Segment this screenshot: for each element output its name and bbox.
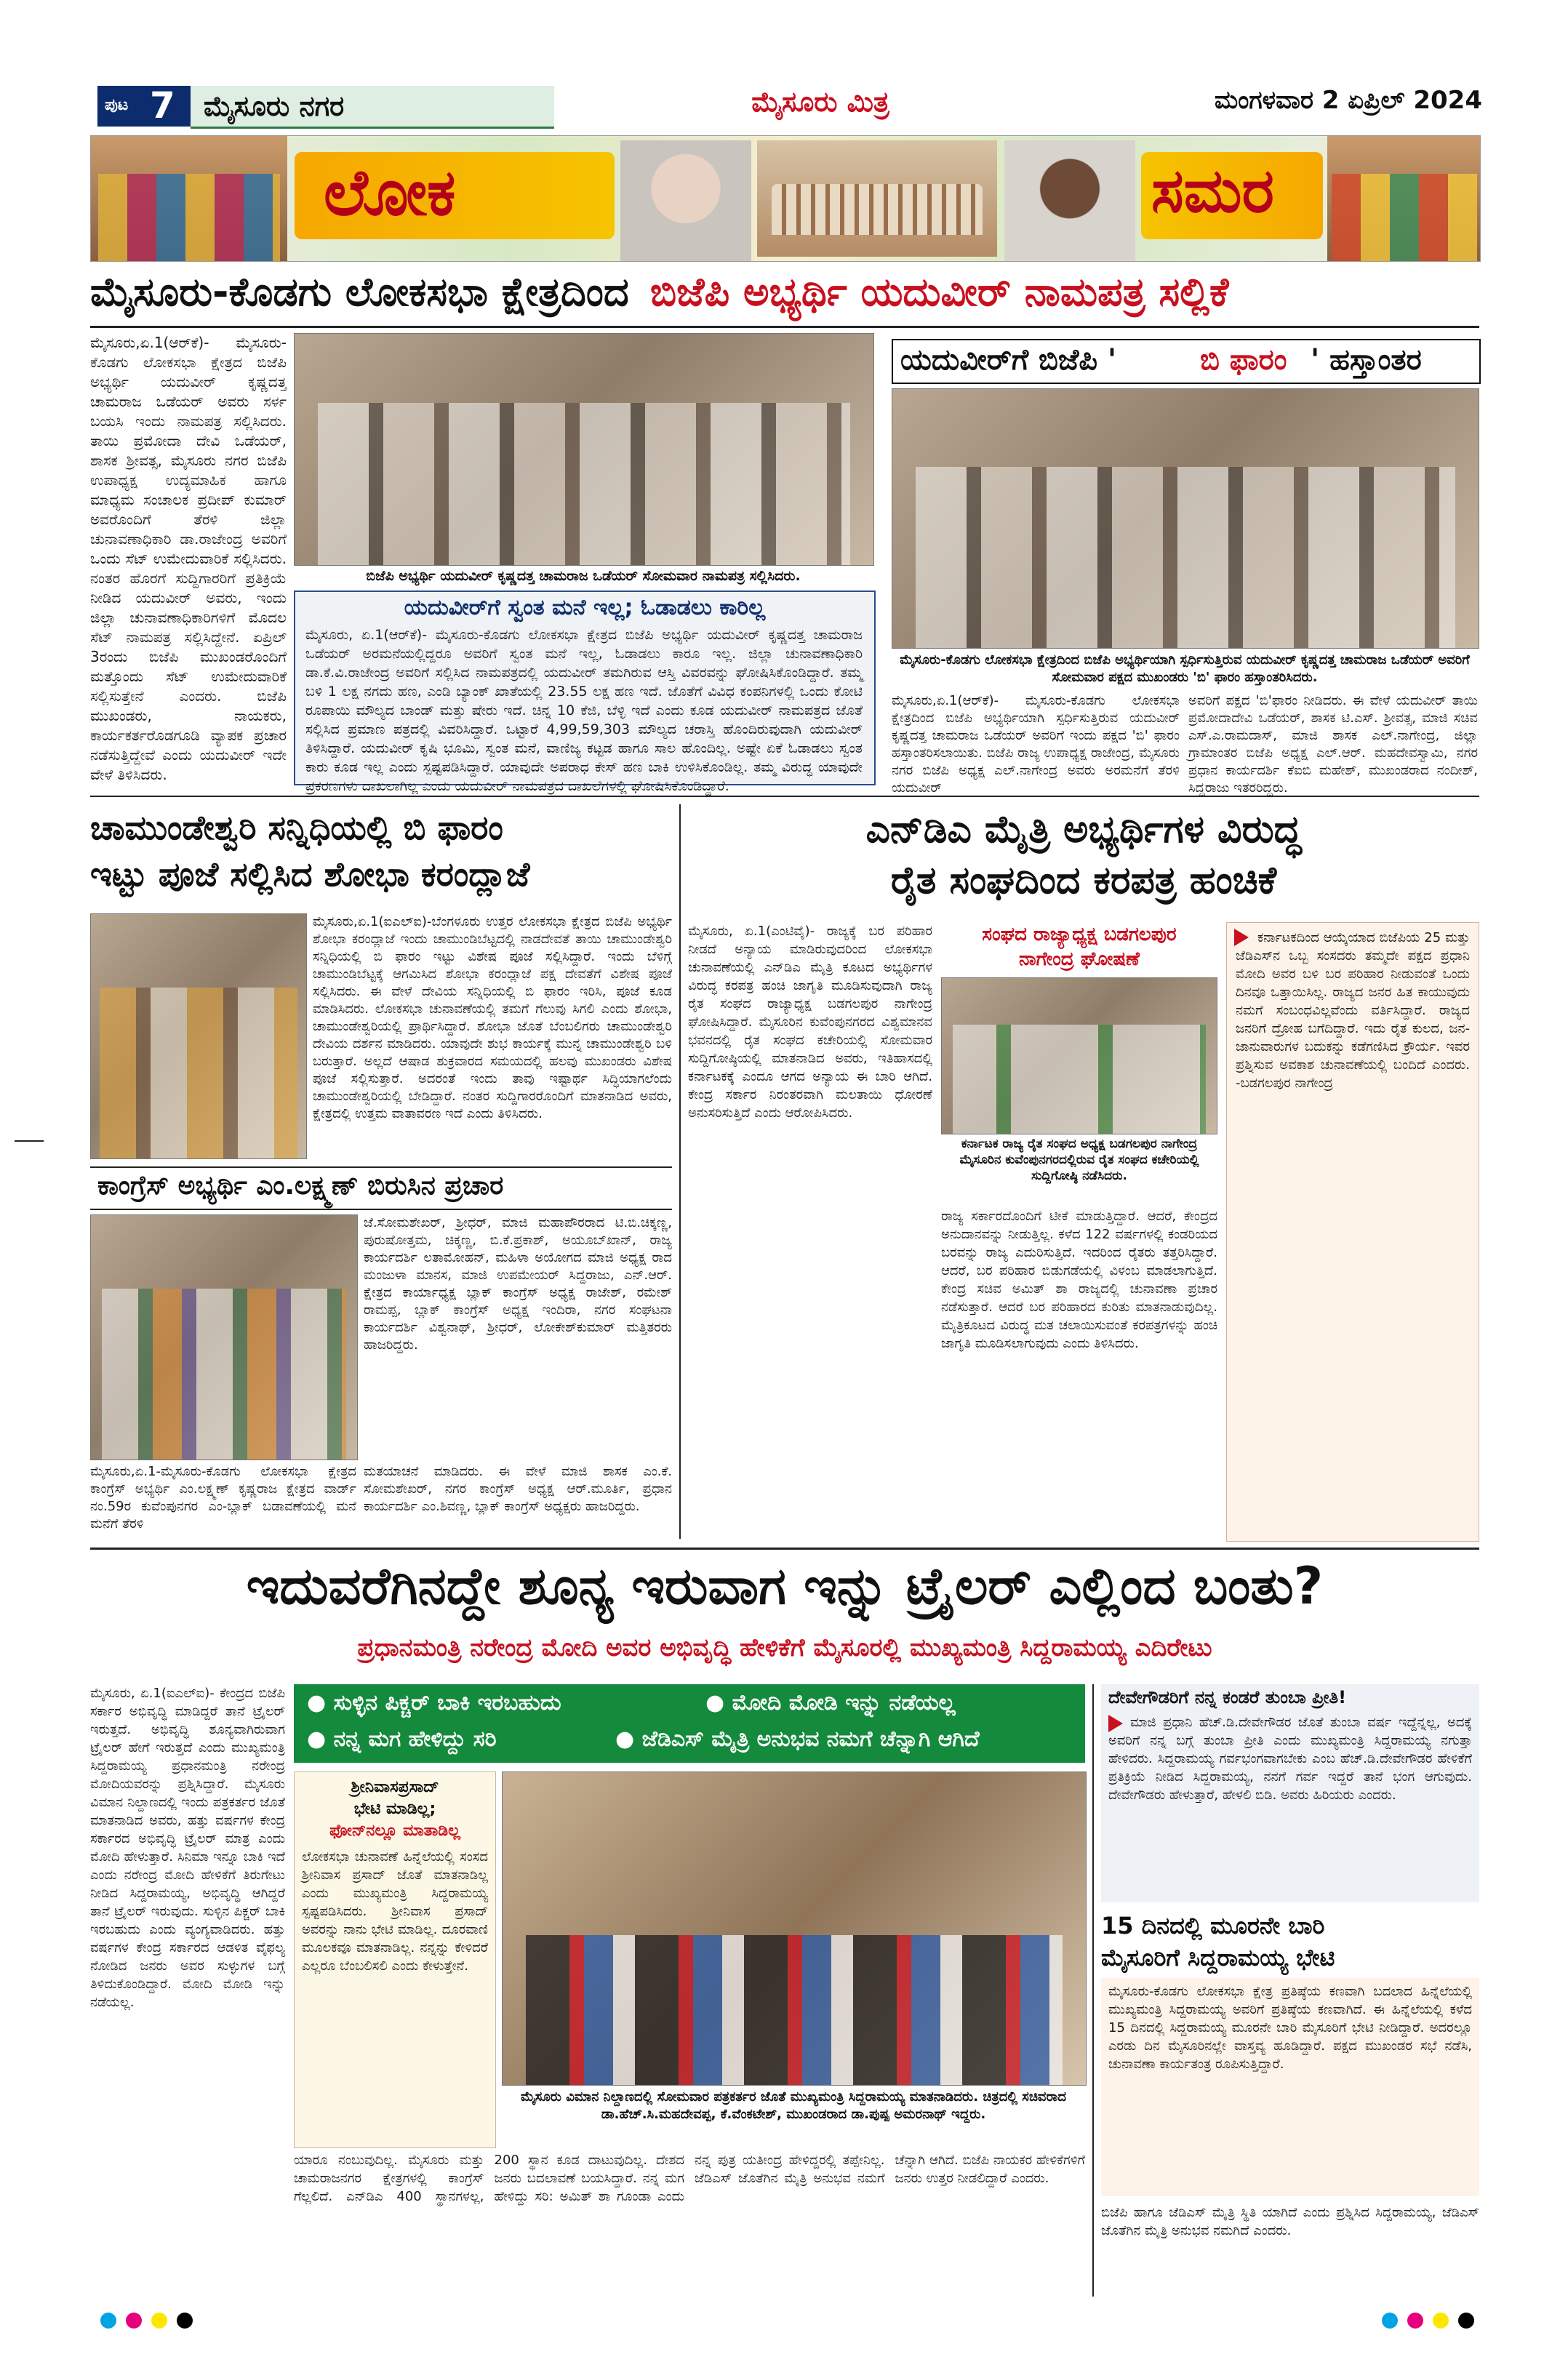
story2-photo (892, 388, 1479, 649)
side2-body-box (1101, 1978, 1479, 2196)
story2-body-right: ಅವರಿಗೆ ಪಕ್ಷದ 'ಬಿ'ಫಾರಂ ನೀಡಿದರು. ಈ ವೇಳೆ ಯದುವೀರ್ ತಾಯಿ ಪ್ರಮೋದಾದೇವಿ ಒಡೆಯರ್, ಶಾಸಕ ಟಿ.ಎಸ್. ಶ್ರೀವತ್ಸ, ಮಾಜಿ ಸಚಿವ ಎಸ್.ಎ.ರಾಮದಾಸ್, ಮಾಜಿ ಶಾಸಕ ಎಲ್.ನಾಗೇಂದ್ರ, ಜಿಲ್ಲಾ ಗ್ರಾಮಾಂತರ ಬಿಜೆಪಿ ಅಧ್ಯಕ್ಷ ಎಲ್.ಆರ್. ಮಹದೇವಸ್ವಾಮಿ, ನಗರ ಪ್ರಧಾನ ಕಾರ್ಯದರ್ಶಿ ಕೆಐಬಿ ಮಹೇಶ್, ಮುಖಂಡರಾದ ನಂದೀಶ್, ಸಿದ್ದರಾಜು ಇತರರಿದ್ದರು. (1188, 693, 1478, 796)
registration-dot (1382, 2313, 1398, 2329)
side2-body: ಮೈಸೂರು-ಕೊಡಗು ಲೋಕಸಭಾ ಕ್ಷೇತ್ರ ಪ್ರತಿಷ್ಠೆಯ ಕಣವಾಗಿ ಬದಲಾದ ಹಿನ್ನೆಲೆಯಲ್ಲಿ ಮುಖ್ಯಮಂತ್ರಿ ಸಿದ್ದರಾಮಯ್ಯ ಅವರಿಗೆ ಪ್ರತಿಷ್ಠೆಯ ಕಣವಾಗಿದೆ. ಈ ಹಿನ್ನೆಲೆಯಲ್ಲಿ ಕಳೆದ 15 ದಿನದಲ್ಲಿ ಸಿದ್ದರಾಮಯ್ಯ ಮೂರನೇ ಬಾರಿ ಮೈಸೂರಿಗೆ ಭೇಟಿ ನೀಡಿದ್ದಾರೆ. ಅದರಲ್ಲೂ ಎರಡು ದಿನ ಮೈಸೂರಿನಲ್ಲೇ ವಾಸ್ತವ್ಯ ಹೂಡಿದ್ದಾರೆ. ಪಕ್ಷದ ಮುಖಂಡರ ಸಭೆ ನಡೆಸಿ, ಚುನಾವಣಾ ಕಾರ್ಯತಂತ್ರ ರೂಪಿಸುತ್ತಿದ್ದಾರೆ. (1108, 1984, 1472, 2072)
issue-date: ಮಂಗಳವಾರ 2 ಏಪ್ರಿಲ್ 2024 (1214, 86, 1482, 115)
side2-headline: 15 ದಿನದಲ್ಲಿ ಮೂರನೇ ಬಾರಿ ಮೈಸೂರಿಗೆ ಸಿದ್ದರಾಮಯ್ಯ ಭೇಟಿ (1101, 1912, 1335, 1971)
story5-body-right: ಜೆ.ಸೋಮಶೇಖರ್, ಶ್ರೀಧರ್, ಮಾಜಿ ಮಹಾಪೌರರಾದ ಟಿ.ಬಿ.ಚಿಕ್ಕಣ್ಣ, ಪುರುಷೋತ್ತಮ, ಚಿಕ್ಕಣ್ಣ, ಬಿ.ಕೆ.ಪ್ರಕಾಶ್, ಅಯೂಬ್‌ಖಾನ್, ರಾಜ್ಯ ಕಾರ್ಯದರ್ಶಿ ಲತಾಮೋಹನ್, ಮಹಿಳಾ ಅಯೋಗದ ಮಾಜಿ ಅಧ್ಯಕ್ಷ ರಾದ ಮಂಜುಳಾ ಮಾನಸ, ಮಾಜಿ ಉಪಮೇಯರ್ ಸಿದ್ದರಾಜು, ಎನ್.ಆರ್. ಕ್ಷೇತ್ರದ ಕಾರ್ಯಾಧ್ಯಕ್ಷ ಬ್ಲಾಕ್ ಕಾಂಗ್ರೆಸ್ ಅಧ್ಯಕ್ಷ ರಾಜೇಶ್, ರಮೇಶ್ ರಾಮಪ್ಪ, ಬ್ಲಾಕ್ ಕಾಂಗ್ರೆಸ್ ಅಧ್ಯಕ್ಷ ಇಂದಿರಾ, ನಗರ ಸಂಘಟನಾ ಕಾರ್ಯದರ್ಶಿ ವಿಶ್ವನಾಥ್, ಶ್ರೀಧರ್, ಲೋಕೇಶ್‌ಕುಮಾರ್ ಮತ್ತಿತರರು ಹಾಜರಿದ್ದರು. (364, 1215, 672, 1353)
story1-photo (294, 333, 874, 566)
story4-photo (941, 977, 1217, 1134)
story1-photo-caption: ಬಿಜೆಪಿ ಅಭ್ಯರ್ಥಿ ಯದುವೀರ್ ಕೃಷ್ಣದತ್ತ ಚಾಮರಾಜ ಒಡೆಯರ್ ಸೋಮವಾರ ನಾಮಪತ್ರ ಸಲ್ಲಿಸಿದರು. (366, 568, 801, 584)
story2-body-left: ಮೈಸೂರು,ಏ.1(ಆರ್‌ಕೆ)- ಮೈಸೂರು-ಕೊಡಗು ಲೋಕಸಭಾ ಕ್ಷೇತ್ರದಿಂದ ಬಿಜೆಪಿ ಅಭ್ಯರ್ಥಿಯಾಗಿ ಸ್ಪರ್ಧಿಸುತ್ತಿರುವ ಯದುವೀರ್ ಕೃಷ್ಣದತ್ತ ಚಾಮರಾಜ ಒಡೆಯರ್ ಅವರಿಗೆ ಇಂದು ಪಕ್ಷದ 'ಬಿ' ಫಾರಂ ಹಸ್ತಾಂತರಿಸಲಾಯಿತು. ಬಿಜೆಪಿ ರಾಜ್ಯ ಉಪಾಧ್ಯಕ್ಷ ರಾಜೇಂದ್ರ, ಮೈಸೂರು ನಗರ ಬಿಜೆಪಿ ಅಧ್ಯಕ್ಷ ಎಲ್.ನಾಗೇಂದ್ರ ಅವರು ಅರಮನೆಗೆ ತೆರಳಿ ಯದುವೀರ್ (892, 693, 1180, 796)
story5-photo (90, 1214, 358, 1460)
lead-side-box-body: ಲೋಕಸಭಾ ಚುನಾವಣೆ ಹಿನ್ನೆಲೆಯಲ್ಲಿ ಸಂಸದ ಶ್ರೀನಿವಾಸ ಪ್ರಸಾದ್ ಜೊತೆ ಮಾತನಾಡಿಲ್ಲ ಎಂದು ಮುಖ್ಯಮಂತ್ರಿ ಸಿದ್ದರಾಮಯ್ಯ ಸ್ಪಷ್ಟಪಡಿಸಿದರು. ಶ್ರೀನಿವಾಸ ಪ್ರಸಾದ್ ಅವರನ್ನು ನಾನು ಭೇಟಿ ಮಾಡಿಲ್ಲ. ದೂರವಾಣಿ ಮೂಲಕವೂ ಮಾತನಾಡಿಲ್ಲ. ನನ್ನನ್ನು ಕೇಳಿದರೆ ಎಲ್ಲರೂ ಬೆಂಬಲಿಸಲಿ ಎಂದು ಕೇಳುತ್ತೇನೆ. (302, 1849, 488, 1974)
lead-photo (502, 1772, 1087, 2086)
paper-name: ಮೈಸೂರು ಮಿತ್ರ (751, 86, 889, 118)
story2-headline-pre: ಯದುವೀರ್‌ಗೆ ಬಿಜೆಪಿ ' (900, 343, 1117, 377)
section-name: ಮೈಸೂರು ನಗರ (191, 86, 554, 129)
bullet-2: ● ಮೋದಿ ಮೋಡಿ ಇನ್ನು ನಡೆಯಲ್ಲ (705, 1690, 956, 1716)
registration-dots-right (1382, 2313, 1480, 2331)
banner-word-samar: ಸಮರ (1141, 152, 1323, 239)
story4-box-title: ಸಂಘದ ರಾಜ್ಯಾಧ್ಯಕ್ಷ ಬಡಗಲಪುರ ನಾಗೇಂದ್ರ ಘೋಷಣೆ (982, 924, 1177, 970)
story1-headline: ಮೈಸೂರು-ಕೊಡಗು ಲೋಕಸಭಾ ಕ್ಷೇತ್ರದಿಂದ ಬಿಜೆಪಿ ಅಭ್ಯರ್ಥಿ ಯದುವೀರ್ ನಾಮಪತ್ರ ಸಲ್ಲಿಕೆ (90, 269, 1229, 315)
story5-body-bottom-right: ಮತಯಾಚನೆ ಮಾಡಿದರು. ಈ ವೇಳೆ ಮಾಜಿ ಶಾಸಕ ಎಂ.ಕೆ. ಸೋಮಶೇಖರ್, ನಗರ ಕಾಂಗ್ರೆಸ್ ಅಧ್ಯಕ್ಷ ಆರ್.ಮೂರ್ತಿ, ಪ್ರಧಾನ ಕಾರ್ಯದರ್ಶಿ ಎಂ.ಶಿವಣ್ಣ, ಬ್ಲಾಕ್ ಕಾಂಗ್ರೆಸ್ ಅಧ್ಯಕ್ಷರು ಹಾಜರಿದ್ದರು. (364, 1464, 672, 1514)
story4-headline: ಎನ್‌ಡಿಎ ಮೈತ್ರಿ ಅಭ್ಯರ್ಥಿಗಳ ವಿರುದ್ಧ ರೈತ ಸಂಘದಿಂದ ಕರಪತ್ರ ಹಂಚಿಕೆ (865, 808, 1302, 902)
page-label: ಪುಟ (105, 96, 129, 114)
side2-body-bottom: ಬಿಜೆಪಿ ಹಾಗೂ ಜೆಡಿಎಸ್ ಮೈತ್ರಿ ಸ್ಥಿತಿ ಯಾಗಿದೆ ಎಂದು ಪ್ರಶ್ನಿಸಿದ ಸಿದ್ದರಾಮಯ್ಯ, ಜೆಡಿಎಸ್ ಜೊತೆಗಿನ ಮೈತ್ರಿ ಅನುಭವ ನಮಗಿದೆ ಎಂದರು. (1101, 2205, 1479, 2238)
banner-word-lok: ಲೋಕ (295, 152, 615, 239)
story1-sub-headline: ಯದುವೀರ್‌ಗೆ ಸ್ವಂತ ಮನೆ ಇಲ್ಲ; ಓಡಾಡಲು ಕಾರಿಲ್ಲ (404, 595, 766, 620)
story2-photo-caption: ಮೈಸೂರು-ಕೊಡಗು ಲೋಕಸಭಾ ಕ್ಷೇತ್ರದಿಂದ ಬಿಜೆಪಿ ಅಭ್ಯರ್ಥಿಯಾಗಿ ಸ್ಪರ್ಧಿಸುತ್ತಿರುವ ಯದುವೀರ್ ಕೃಷ್ಣದತ್ತ ಚಾಮರಾಜ ಒಡೆಯರ್ ಅವರಿಗೆ ಸೋಮವಾರ ಪಕ್ಷದ ಮುಖಂಡರು 'ಬಿ' ಫಾರಂ ಹಸ್ತಾಂತರಿಸಿದರು. (900, 652, 1470, 685)
story4-side-body: ಕರ್ನಾಟಕದಿಂದ ಆಯ್ಕೆಯಾದ ಬಿಜೆಪಿಯ 25 ಮತ್ತು ಜೆಡಿಎಸ್‌ನ ಒಬ್ಬ ಸಂಸದರು ತಮ್ಮದೇ ಪಕ್ಷದ ಪ್ರಧಾನಿ ಮೋದಿ ಅವರ ಬಳಿ ಬರ ಪರಿಹಾರ ನೀಡುವಂತೆ ಒಂದು ದಿನವೂ ಒತ್ತಾಯಿಸಿಲ್ಲ. ರಾಜ್ಯದ ಜನರ ಹಿತ ಕಾಯುವುದು ನಮಗೆ ಸಂಬಂಧವಿಲ್ಲವೆಂದು ವರ್ತಿಸಿದ್ದಾರೆ. ರಾಜ್ಯದ ಜನರಿಗೆ ದ್ರೋಹ ಬಗೆದಿದ್ದಾರೆ. ಇದು ರೈತ ಕುಲದ, ಜನ-ಜಾನುವಾರುಗಳ ಬದುಕನ್ನು ಕಡೆಗಣಿಸಿದ ಕ್ರೌರ್ಯ. ಇವರ ಪ್ರಶ್ನಿಸುವ ಅವಕಾಶ ಚುನಾವಣೆಯಲ್ಲಿ ಬಂದಿದೆ ಎಂದರು. -ಬಡಗಲಪುರ ನಾಗೇಂದ್ರ (1236, 930, 1470, 1091)
story3-headline: ಚಾಮುಂಡೇಶ್ವರಿ ಸನ್ನಿಧಿಯಲ್ಲಿ ಬಿ ಫಾರಂ ಇಟ್ಟು ಪೂಜೆ ಸಲ್ಲಿಸಿದ ಶೋಭಾ ಕರಂದ್ಲಾಜೆ (90, 808, 530, 894)
lead-bullets-box (294, 1684, 1085, 1763)
lead-body-bottom: ಯಾರೂ ನಂಬುವುದಿಲ್ಲ. ಮೈಸೂರು ಮತ್ತು ಚಾಮರಾಜನಗರ ಕ್ಷೇತ್ರಗಳಲ್ಲಿ ಕಾಂಗ್ರೆಸ್ ಗೆಲ್ಲಲಿದೆ. ಎನ್‌ಡಿಎ 400 ಸ್ಥಾನಗಳಲ್ಲ, 200 ಸ್ಥಾನ ಕೂಡ ದಾಟುವುದಿಲ್ಲ. ದೇಶದ ಜನರು ಬದಲಾವಣೆ ಬಯಸಿದ್ದಾರೆ. ನನ್ನ ಮಗ ಹೇಳಿದ್ದು ಸರಿ: ಅಮಿತ್ ಶಾ ಗೂಂಡಾ ಎಂದು ನನ್ನ ಪುತ್ರ ಯತೀಂದ್ರ ಹೇಳಿದ್ದರಲ್ಲಿ ತಪ್ಪೇನಿಲ್ಲ. ಜೆಡಿಎಸ್ ಜೊತೆಗಿನ ಮೈತ್ರಿ ಅನುಭವ ನಮಗೆ ಚೆನ್ನಾಗಿ ಆಗಿದೆ. ಬಿಜೆಪಿ ನಾಯಕರ ಹೇಳಿಕೆಗಳಿಗೆ ಜನರು ಉತ್ತರ ನೀಡಲಿದ್ದಾರೆ ಎಂದರು. (294, 2153, 1085, 2204)
lead-side-box (294, 1772, 496, 2148)
story3-photo (90, 913, 307, 1159)
story3-body: ಮೈಸೂರು,ಏ.1(ಐಎಲ್‌ಐ)-ಬೆಂಗಳೂರು ಉತ್ತರ ಲೋಕಸಭಾ ಕ್ಷೇತ್ರದ ಬಿಜೆಪಿ ಅಭ್ಯರ್ಥಿ ಶೋಭಾ ಕರಂದ್ಲಾಜೆ ಇಂದು ಚಾಮುಂಡಿಬೆಟ್ಟದಲ್ಲಿ ನಾಡದೇವತೆ ತಾಯಿ ಚಾಮುಂಡೇಶ್ವರಿ ಸನ್ನಿಧಿಯಲ್ಲಿ ಬಿ ಫಾರಂ ಇಟ್ಟು ವಿಶೇಷ ಪೂಜೆ ಸಲ್ಲಿಸಿದ್ದಾರೆ. ಇಂದು ಬೆಳಿಗ್ಗೆ ಚಾಮುಂಡಿಬೆಟ್ಟಕ್ಕೆ ಆಗಮಿಸಿದ ಶೋಭಾ ಕರಂದ್ಲಾಜೆ ಪಕ್ಷ ದೇವತೆಗೆ ವಿಶೇಷ ಪೂಜೆ ಸಲ್ಲಿಸಿದರು. ಈ ವೇಳೆ ದೇವಿಯ ಸನ್ನಿಧಿಯಲ್ಲಿ ಬಿ ಫಾರಂ ಇರಿಸಿ, ಪೂಜೆ ಕೂಡ ಮಾಡಿಸಿದರು. ಲೋಕಸಭಾ ಚುನಾವಣೆಯಲ್ಲಿ ತಮಗೆ ಗೆಲುವು ಸಿಗಲಿ ಎಂದು ಶೋಭಾ, ಚಾಮುಂಡೇಶ್ವರಿಯಲ್ಲಿ ಪ್ರಾರ್ಥಿಸಿದ್ದಾರೆ. ಶೋಭಾ ಜೊತೆ ಬೆಂಬಲಿಗರು ಚಾಮುಂಡೇಶ್ವರಿ ದೇವಿಯ ದರ್ಶನ ಮಾಡಿದರು. ಯಾವುದೇ ಶುಭ ಕಾರ್ಯಕ್ಕೆ ಮುನ್ನ ಚಾಮುಂಡೇಶ್ವರಿ ಬಳಿ ಬರುತ್ತಾರೆ. ಅಲ್ಲದೆ ಆಷಾಡ ಶುಕ್ರವಾರದ ಸಮಯದಲ್ಲಿ ಹಲವು ಮುಖಂಡರು ವಿಶೇಷ ಪೂಜೆ ಸಲ್ಲಿಸುತ್ತಾರೆ. ಅದರಂತೆ ಇಂದು ತಾವು ಇಷ್ಟಾರ್ಥ ಸಿದ್ಧಿಯಾಗಲೆಂದು ಚಾಮುಂಡೇಶ್ವರಿಯಲ್ಲಿ ಬೇಡಿದ್ದಾರೆ. ನಂತರ ಸುದ್ದಿಗಾರರೊಂದಿಗೆ ಮಾತನಾಡಿದ ಅವರು, ಕ್ಷೇತ್ರದಲ್ಲಿ ಉತ್ತಮ ವಾತಾವರಣ ಇದೆ ಎಂದು ತಿಳಿಸಿದರು. (313, 914, 672, 1121)
bullet-3: ● ನನ್ನ ಮಗ ಹೇಳಿದ್ದು ಸರಿ (307, 1726, 497, 1752)
registration-dot (100, 2313, 116, 2329)
lok-samar-banner (90, 135, 1481, 262)
lead-subhead: ಪ್ರಧಾನಮಂತ್ರಿ ನರೇಂದ್ರ ಮೋದಿ ಅವರ ಅಭಿವೃದ್ಧಿ ಹೇಳಿಕೆಗೆ ಮೈಸೂರಲ್ಲಿ ಮುಖ್ಯಮಂತ್ರಿ ಸಿದ್ದರಾಮಯ್ಯ ಎದಿರೇಟು (357, 1633, 1212, 1662)
lead-body-col1: ಮೈಸೂರು, ಏ.1(ಐಎಲ್‌ಐ)- ಕೇಂದ್ರದ ಬಿಜೆಪಿ ಸರ್ಕಾರ ಅಭಿವೃದ್ಧಿ ಮಾಡಿದ್ದರೆ ತಾನೆ ಟ್ರೈಲರ್ ಇರುತ್ತದೆ. ಅಭಿವೃದ್ಧಿ ಶೂನ್ಯವಾಗಿರುವಾಗ ಟ್ರೈಲರ್ ಹೇಗೆ ಇರುತ್ತದೆ ಎಂದು ಮುಖ್ಯಮಂತ್ರಿ ಸಿದ್ದರಾಮಯ್ಯ ಪ್ರಧಾನಮಂತ್ರಿ ನರೇಂದ್ರ ಮೋದಿಯವರನ್ನು ಪ್ರಶ್ನಿಸಿದ್ದಾರೆ. ಮೈಸೂರು ವಿಮಾನ ನಿಲ್ದಾಣದಲ್ಲಿ ಇಂದು ಪತ್ರಕರ್ತರ ಜೊತೆ ಮಾತನಾಡಿದ ಅವರು, ಹತ್ತು ವರ್ಷಗಳ ಕೇಂದ್ರ ಸರ್ಕಾರದ ಅಭಿವೃದ್ಧಿ ಟ್ರೈಲರ್ ಮಾತ್ರ ಎಂದು ಮೋದಿ ಹೇಳುತ್ತಾರೆ. ಸಿನಿಮಾ ಇನ್ನೂ ಬಾಕಿ ಇದೆ ಎಂದು ನರೇಂದ್ರ ಮೋದಿ ಹೇಳಿಕೆಗೆ ತಿರುಗೇಟು ನೀಡಿದ ಸಿದ್ದರಾಮಯ್ಯ, ಅಭಿವೃದ್ಧಿ ಆಗಿದ್ದರೆ ತಾನೆ ಟ್ರೈಲರ್ ಇರುವುದು. ಸುಳ್ಳಿನ ಪಿಕ್ಚರ್ ಬಾಕಿ ಇರಬಹುದು ಎಂದು ವ್ಯಂಗ್ಯವಾಡಿದರು. ಹತ್ತು ವರ್ಷಗಳ ಕೇಂದ್ರ ಸರ್ಕಾರದ ಆಡಳಿತ ವೈಫಲ್ಯ ನೋಡಿದ ಜನರು ಅವರ ಸುಳ್ಳುಗಳ ಬಗ್ಗೆ ತಿಳಿದುಕೊಂಡಿದ್ದಾರೆ. ಮೋದಿ ಮೋಡಿ ಇನ್ನು ನಡೆಯಲ್ಲ. (90, 1686, 285, 2010)
story4-body-col2: ರಾಜ್ಯ ಸರ್ಕಾರದೊಂದಿಗೆ ಟೀಕೆ ಮಾಡುತ್ತಿದ್ದಾರೆ. ಆದರೆ, ಕೇಂದ್ರದ ಅನುದಾನವನ್ನು ನೀಡುತ್ತಿಲ್ಲ. ಕಳೆದ 122 ವರ್ಷಗಳಲ್ಲಿ ಕಂಡರಿಯದ ಬರವನ್ನು ರಾಜ್ಯ ಎದುರಿಸುತ್ತಿದೆ. ಇದರಿಂದ ರೈತರು ತತ್ತರಿಸಿದ್ದಾರೆ. ಆದರೆ, ಬರ ಪರಿಹಾರ ಬಿಡುಗಡೆಯಲ್ಲಿ ವಿಳಂಬ ಮಾಡಲಾಗುತ್ತಿದೆ. ಕೇಂದ್ರ ಸಚಿವ ಅಮಿತ್ ಶಾ ರಾಜ್ಯದಲ್ಲಿ ಚುನಾವಣಾ ಪ್ರಚಾರ ನಡೆಸುತ್ತಾರೆ. ಆದರೆ ಬರ ಪರಿಹಾರದ ಕುರಿತು ಮಾತನಾಡುವುದಿಲ್ಲ. ಮೈತ್ರಿಕೂಟದ ವಿರುದ್ಧ ಮತ ಚಲಾಯಿಸುವಂತೆ ಕರಪತ್ರಗಳನ್ನು ಹಂಚಿ ಜಾಗೃತಿ ಮೂಡಿಸಲಾಗುವುದು ಎಂದು ತಿಳಿಸಿದರು. (941, 1209, 1217, 1351)
bullet-4: ● ಜೆಡಿಎಸ್ ಮೈತ್ರಿ ಅನುಭವ ನಮಗೆ ಚೆನ್ನಾಗಿ ಆಗಿದೆ (615, 1726, 980, 1752)
registration-dot (151, 2313, 167, 2329)
masthead (86, 80, 1482, 131)
registration-dot (1407, 2313, 1423, 2329)
story5-headline: ಕಾಂಗ್ರೆಸ್ ಅಭ್ಯರ್ಥಿ ಎಂ.ಲಕ್ಷ್ಮಣ್ ಬಿರುಸಿನ ಪ್ರಚಾರ (90, 1166, 672, 1210)
side1-body: ಮಾಜಿ ಪ್ರಧಾನಿ ಹೆಚ್.ಡಿ.ದೇವೇಗೌಡರ ಜೊತೆ ತುಂಬಾ ವರ್ಷ ಇದ್ದೆನ್ನಲ್ಲ, ಅದಕ್ಕೆ ಅವರಿಗೆ ನನ್ನ ಬಗ್ಗೆ ತುಂಬಾ ಪ್ರೀತಿ ಎಂದು ಮುಖ್ಯಮಂತ್ರಿ ಸಿದ್ದರಾಮಯ್ಯ ನಗುತ್ತಾ ಹೇಳಿದರು. ಸಿದ್ದರಾಮಯ್ಯ ಗರ್ವಭಂಗವಾಗಬೇಕು ಎಂಬ ಹೆಚ್.ಡಿ.ದೇವೇಗೌಡರ ಹೇಳಿಕೆಗೆ ಪ್ರತಿಕ್ರಿಯೆ ನೀಡಿದ ಸಿದ್ದರಾಮಯ್ಯ, ನನಗೆ ಗರ್ವ ಇದ್ದರೆ ತಾನೆ ಭಂಗ ಆಗುವುದು. ದೇವೇಗೌಡರು ಹೇಳುತ್ತಾರೆ, ಹೇಳಲಿ ಬಿಡಿ. ಅವರು ಹಿರಿಯರು ಎಂದರು. (1108, 1715, 1472, 1803)
registration-dot (1458, 2313, 1474, 2329)
lead-photo-caption: ಮೈಸೂರು ವಿಮಾನ ನಿಲ್ದಾಣದಲ್ಲಿ ಸೋಮವಾರ ಪತ್ರಕರ್ತರ ಜೊತೆ ಮುಖ್ಯಮಂತ್ರಿ ಸಿದ್ದರಾಮಯ್ಯ ಮಾತನಾಡಿದರು. ಚಿತ್ರದಲ್ಲಿ ಸಚಿವರಾದ ಡಾ.ಹೆಚ್.ಸಿ.ಮಹದೇವಪ್ಪ, ಕೆ.ವೆಂಕಟೇಶ್, ಮುಖಂಡರಾದ ಡಾ.ಪುಷ್ಪ ಅಮರನಾಥ್ ಇದ್ದರು. (521, 2089, 1066, 2122)
story1-sub-body: ಮೈಸೂರು, ಏ.1(ಆರ್‌ಕೆ)- ಮೈಸೂರು-ಕೊಡಗು ಲೋಕಸಭಾ ಕ್ಷೇತ್ರದ ಬಿಜೆಪಿ ಅಭ್ಯರ್ಥಿ ಯದುವೀರ್ ಕೃಷ್ಣದತ್ತ ಚಾಮರಾಜ ಒಡೆಯರ್ ಅರಮನೆಯಲ್ಲಿದ್ದರೂ ಅವರಿಗೆ ಸ್ವಂತ ಮನೆ ಇಲ್ಲ, ಓಡಾಡಲು ಕಾರೂ ಇಲ್ಲ. ಜಿಲ್ಲಾ ಚುನಾವಣಾಧಿಕಾರಿ ಡಾ.ಕೆ.ವಿ.ರಾಜೇಂದ್ರ ಅವರಿಗೆ ಸಲ್ಲಿಸಿದ ನಾಮಪತ್ರದಲ್ಲಿ ಯದುವೀರ್ ತಮಗಿರುವ ಆಸ್ತಿ ವಿವರವನ್ನು ಘೋಷಿಸಿಕೊಂಡಿದ್ದಾರೆ. ತಮ್ಮ ಬಳಿ 1 ಲಕ್ಷ ನಗದು ಹಣ, ಎಂಡಿ ಬ್ಯಾಂಕ್ ಖಾತೆಯಲ್ಲಿ 23.55 ಲಕ್ಷ ಹಣ ಇದೆ. ಜೊತೆಗೆ ವಿವಿಧ ಕಂಪನಿಗಳಲ್ಲಿ ಒಂದು ಕೋಟಿ ರೂಪಾಯಿ ಮೌಲ್ಯದ ಬಾಂಡ್ ಮತ್ತು ಷೇರು ಇದೆ. ಚಿನ್ನ 10 ಕೆಜಿ, ಬೆಳ್ಳಿ ಇದೆ ಎಂದು ಕೂಡ ಯದುವೀರ್ ನಾಮಪತ್ರದ ಜೊತೆ ಸಲ್ಲಿಸಿದ ಪ್ರಮಾಣ ಪತ್ರದಲ್ಲಿ ವಿವರಿಸಿದ್ದಾರೆ. ಒಟ್ಟಾರೆ 4,99,59,303 ಮೌಲ್ಯದ ಚರಾಸ್ತಿ ಹೊಂದಿರುವುದಾಗಿ ಯದುವೀರ್ ತಿಳಿಸಿದ್ದಾರೆ. ಯದುವೀರ್ ಕೃಷಿ ಭೂಮಿ, ಸ್ವಂತ ಮನೆ, ವಾಣಿಜ್ಯ ಕಟ್ಟಡ ಹಾಗೂ ಸಾಲ ಹೊಂದಿಲ್ಲ. ಅಷ್ಟೇ ಏಕೆ ಓಡಾಡಲು ಸ್ವಂತ ಕಾರು ಕೂಡ ಇಲ್ಲ ಎಂದು ಸ್ಪಷ್ಟಪಡಿಸಿದ್ದಾರೆ. ಯಾವುದೇ ಅಪರಾಧ ಕೇಸ್ ಹಣ ಬಾಕಿ ಉಳಿಸಿಕೊಂಡಿಲ್ಲ. ತಮ್ಮ ವಿರುದ್ಧ ಯಾವುದೇ ಪ್ರಕರಣಗಳು ದಾಖಲಾಗಿಲ್ಲ ಎಂದು ಯದುವೀರ್ ನಾಮಪತ್ರದ ದಾಖಲೆಗಳಲ್ಲಿ ಘೋಷಿಸಿಕೊಂಡಿದ್ದಾರೆ. (305, 627, 863, 794)
leader-portrait-left (620, 140, 751, 261)
registration-dot (126, 2313, 142, 2329)
page-number-badge (97, 86, 191, 127)
registration-dots-left (100, 2313, 199, 2331)
story4-side-box (1226, 922, 1479, 1542)
story4-photo-caption: ಕರ್ನಾಟಕ ರಾಜ್ಯ ರೈತ ಸಂಘದ ಅಧ್ಯಕ್ಷ ಬಡಗಲಪುರ ನಾಗೇಂದ್ರ ಮೈಸೂರಿನ ಕುವೆಂಪುನಗರದಲ್ಲಿರುವ ರೈತ ಸಂಘದ ಕಚೇರಿಯಲ್ಲಿ ಸುದ್ದಿಗೋಷ್ಠಿ ನಡೆಸಿದರು. (959, 1137, 1199, 1183)
story5-body-bottom-left: ಮೈಸೂರು,ಏ.1-ಮೈಸೂರು-ಕೊಡಗು ಲೋಕಸಭಾ ಕ್ಷೇತ್ರದ ಕಾಂಗ್ರೆಸ್ ಅಭ್ಯರ್ಥಿ ಎಂ.ಲಕ್ಷ್ಮಣ್ ಕೃಷ್ಣರಾಜ ಕ್ಷೇತ್ರದ ವಾರ್ಡ್ ನಂ.59ರ ಕುವೆಂಪುನಗರ ಎಂ-ಬ್ಲಾಕ್ ಬಡಾವಣೆಯಲ್ಲಿ ಮನೆ ಮನೆಗೆ ತೆರಳಿ (90, 1464, 356, 1532)
story1-body: ಮೈಸೂರು,ಏ.1(ಆರ್‌ಕೆ)- ಮೈಸೂರು-ಕೊಡಗು ಲೋಕಸಭಾ ಕ್ಷೇತ್ರದ ಬಿಜೆಪಿ ಅಭ್ಯರ್ಥಿ ಯದುವೀರ್ ಕೃಷ್ಣದತ್ತ ಚಾಮರಾಜ ಒಡೆಯರ್ ಅವರು ಸರ್ಳ ಬಯಸಿ ಇಂದು ನಾಮಪತ್ರ ಸಲ್ಲಿಸಿದರು. ತಾಯಿ ಪ್ರಮೋದಾ ದೇವಿ ಒಡೆಯರ್, ಶಾಸಕ ಶ್ರೀವತ್ಸ, ಮೈಸೂರು ನಗರ ಬಿಜೆಪಿ ಉಪಾಧ್ಯಕ್ಷ ಉದ್ಯಮಾಹಿಕ ಹಾಗೂ ಮಾಧ್ಯಮ ಸಂಚಾಲಕ ಪ್ರದೀಪ್ ಕುಮಾರ್ ಅವರೊಂದಿಗೆ ತೆರಳಿ ಜಿಲ್ಲಾ ಚುನಾವಣಾಧಿಕಾರಿ ಡಾ.ರಾಜೇಂದ್ರ ಅವರಿಗೆ ಒಂದು ಸೆಟ್ ಉಮೇದುವಾರಿಕೆ ಸಲ್ಲಿಸಿದರು. ನಂತರ ಹೊರಗೆ ಸುದ್ದಿಗಾರರಿಗೆ ಪ್ರತಿಕ್ರಿಯೆ ನೀಡಿದ ಯದುವೀರ್ ಅವರು, ಇಂದು ಜಿಲ್ಲಾ ಚುನಾವಣಾಧಿಕಾರಿಗಳಿಗೆ ಮೊದಲ ಸೆಟ್ ನಾಮಪತ್ರ ಸಲ್ಲಿಸಿದ್ದೇನೆ. ಏಪ್ರಿಲ್ 3ರಂದು ಬಿಜೆಪಿ ಮುಖಂಡರೊಂದಿಗೆ ಮತ್ತೊಂದು ಸೆಟ್ ಉಮೇದುವಾರಿಕೆ ಸಲ್ಲಿಸುತ್ತೇನೆ ಎಂದರು. ಬಿಜೆಪಿ ಮುಖಂಡರು, ನಾಯಕರು, ಕಾರ್ಯಕರ್ತರೊಡಗೂಡಿ ವ್ಯಾಪಕ ಪ್ರಚಾರ ನಡೆಸುತ್ತಿದ್ದೇವೆ ಎಂದು ಯದುವೀರ್ ಇದೇ ವೇಳೆ ತಿಳಿಸಿದರು. (90, 334, 287, 783)
side1 (1101, 1684, 1479, 1902)
voters-photo-left (91, 136, 287, 261)
lead-headline: ಇದುವರೆಗಿನದ್ದೇ ಶೂನ್ಯ ಇರುವಾಗ ಇನ್ನು ಟ್ರೈಲರ್ ಎಲ್ಲಿಂದ ಬಂತು? (246, 1556, 1324, 1616)
leader-portrait-right (1004, 140, 1135, 261)
story2-headline-post: ' ಹಸ್ತಾಂತರ (1311, 343, 1422, 377)
voters-photo-right (1327, 136, 1480, 261)
parliament-image (757, 140, 997, 257)
registration-dot (1433, 2313, 1449, 2329)
side1-headline: ದೇವೇಗೌಡರಿಗೆ ನನ್ನ ಕಂಡರೆ ತುಂಬಾ ಪ್ರೀತಿ! (1108, 1687, 1347, 1708)
bullet-1: ● ಸುಳ್ಳಿನ ಪಿಕ್ಚರ್ ಬಾಕಿ ಇರಬಹುದು (307, 1690, 561, 1716)
story1-assets-box (294, 590, 876, 794)
registration-dot (177, 2313, 193, 2329)
story2-headline (892, 339, 1481, 384)
story2-headline-red: ಬಿ ಫಾರಂ (1200, 343, 1287, 377)
page-number: 7 (150, 84, 175, 127)
story4-box (941, 922, 1217, 1198)
lead-side-box-title: ಶ್ರೀನಿವಾಸಪ್ರಸಾದ್ ಭೇಟಿ ಮಾಡಿಲ್ಲ; ಫೋನ್‌ನಲ್ಲೂ ಮಾತಾಡಿಲ್ಲ (329, 1778, 460, 1840)
page-margin-mark (15, 1140, 44, 1142)
story4-body-col1: ಮೈಸೂರು, ಏ.1(ಎಂಟಿವೈ)- ರಾಜ್ಯಕ್ಕೆ ಬರ ಪರಿಹಾರ ನೀಡದೆ ಅನ್ಯಾಯ ಮಾಡಿರುವುದರಿಂದ ಲೋಕಸಭಾ ಚುನಾವಣೆಯಲ್ಲಿ ಎನ್‌ಡಿಎ ಮೈತ್ರಿ ಕೂಟದ ಅಭ್ಯರ್ಥಿಗಳ ವಿರುದ್ಧ ಕರಪತ್ರ ಹಂಚಿ ಜಾಗೃತಿ ಮೂಡಿಸುವುದಾಗಿ ರಾಜ್ಯ ರೈತ ಸಂಘದ ರಾಜ್ಯಾಧ್ಯಕ್ಷ ಬಡಗಲಪುರ ನಾಗೇಂದ್ರ ಘೋಷಿಸಿದ್ದಾರೆ. ಮೈಸೂರಿನ ಕುವೆಂಪುನಗರದ ವಿಶ್ವಮಾನವ ಭವನದಲ್ಲಿ ರೈತ ಸಂಘದ ಕಚೇರಿಯಲ್ಲಿ ಸೋಮವಾರ ಸುದ್ದಿಗೋಷ್ಠಿಯಲ್ಲಿ ಮಾತನಾಡಿದ ಅವರು, ಇತಿಹಾಸದಲ್ಲಿ ಕರ್ನಾಟಕಕ್ಕೆ ಎಂದೂ ಆಗದ ಅನ್ಯಾಯ ಈ ಬಾರಿ ಆಗಿದೆ. ಕೇಂದ್ರ ಸರ್ಕಾರ ನಿರಂತರವಾಗಿ ಮಲತಾಯಿ ಧೋರಣೆ ಅನುಸರಿಸುತ್ತಿದೆ ಎಂದು ಆರೋಪಿಸಿದರು. (688, 924, 932, 1121)
